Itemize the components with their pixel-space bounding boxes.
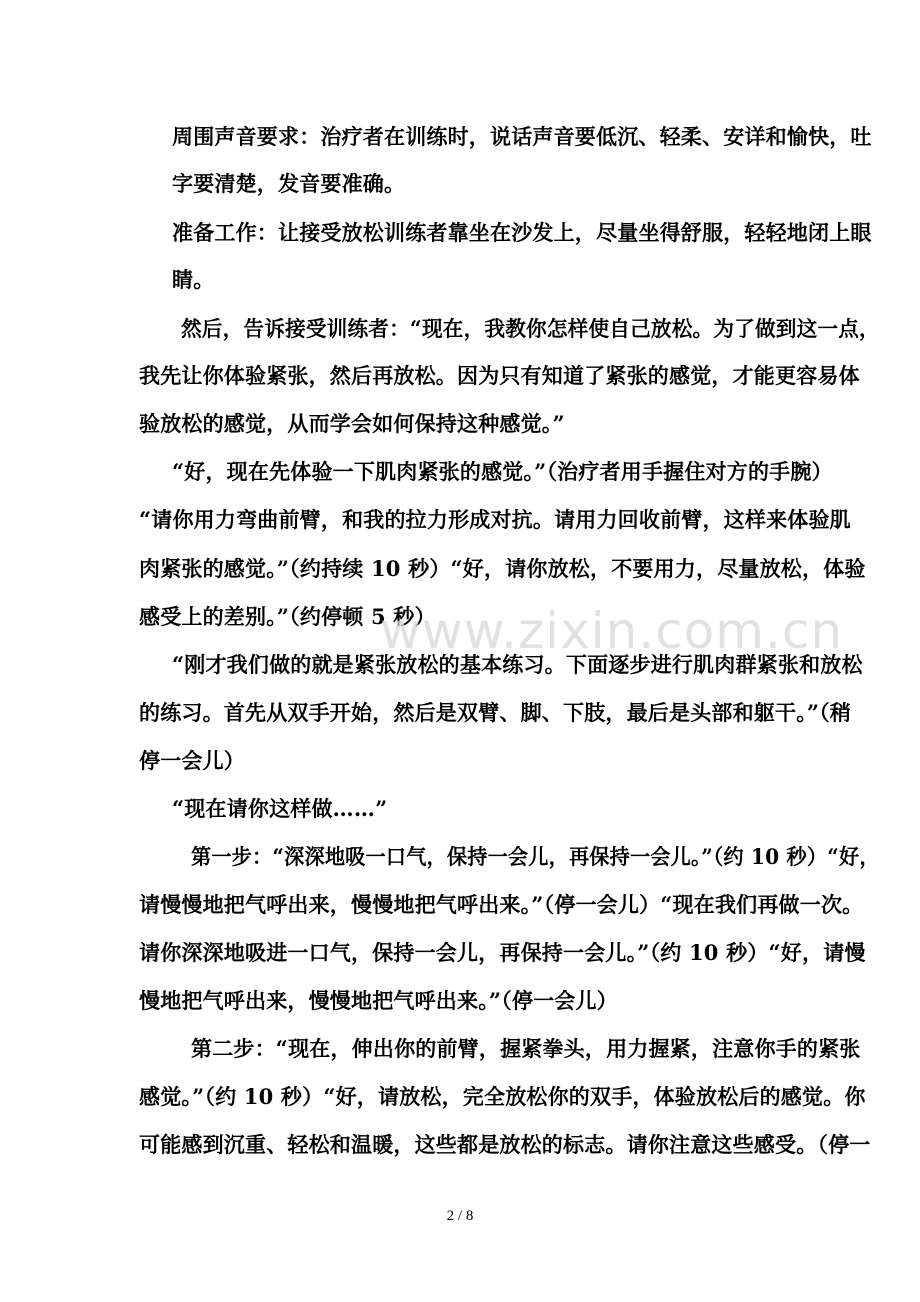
text-line: 的练习。首先从双手开始，然后是双臂、脚、下肢，最后是头部和躯干。”（稍 (139, 700, 852, 725)
text-line: 感觉。”（约 10 秒）“好，请放松，完全放松你的双手，体验放松后的感觉。你 (139, 1084, 866, 1109)
text-line: 停一会儿） (139, 748, 245, 773)
text-line: 请你深深地吸进一口气，保持一会儿，再保持一会儿。”（约 10 秒）“好，请慢 (139, 940, 866, 965)
watermark: www.zixin.com.cn (380, 602, 844, 660)
text-line: 慢地把气呼出来，慢慢地把气呼出来。”（停一会儿） (139, 988, 618, 1013)
text-line: 感受上的差别。”（约停顿 5 秒） (139, 604, 436, 629)
text-line: 周围声音要求：治疗者在训练时，说话声音要低沉、轻柔、安详和愉快，吐 (172, 124, 872, 149)
text-line: 第二步：“现在，伸出你的前臂，握紧拳头，用力握紧，注意你手的紧张 (191, 1036, 861, 1061)
text-line: 然后，告诉接受训练者：“现在，我教你怎样使自己放松。为了做到这一点， (181, 316, 880, 341)
text-line: 第一步：“深深地吸一口气，保持一会儿，再保持一会儿。”（约 10 秒）“好， (191, 844, 880, 869)
page-indicator: 2 / 8 (446, 1208, 474, 1224)
text-line: “刚才我们做的就是紧张放松的基本练习。下面逐步进行肌肉群紧张和放松 (172, 652, 863, 677)
text-line: “请你用力弯曲前臂，和我的拉力形成对抗。请用力回收前臂，这样来体验肌 (139, 507, 851, 532)
text-line: 请慢慢地把气呼出来，慢慢地把气呼出来。”（停一会儿）“现在我们再做一次。 (139, 892, 864, 917)
text-line: “好，现在先体验一下肌肉紧张的感觉。”（治疗者用手握住对方的手腕） (172, 459, 833, 484)
text-line: 肉紧张的感觉。”（约持续 10 秒）“好，请你放松，不要用力，尽量放松，体验 (139, 556, 866, 581)
text-line: 睛。 (172, 267, 215, 292)
text-line: “现在请你这样做……” (172, 796, 388, 821)
text-line: 字要清楚，发音要准确。 (172, 171, 406, 196)
text-line: 我先让你体验紧张，然后再放松。因为只有知道了紧张的感觉，才能更容易体 (139, 363, 860, 388)
text-line: 可能感到沉重、轻松和温暖，这些都是放松的标志。请你注意这些感受。（停一 (139, 1132, 871, 1157)
text-line: 准备工作：让接受放松训练者靠坐在沙发上，尽量坐得舒服，轻轻地闭上眼 (172, 220, 872, 245)
text-line: 验放松的感觉，从而学会如何保持这种感觉。” (139, 411, 565, 436)
